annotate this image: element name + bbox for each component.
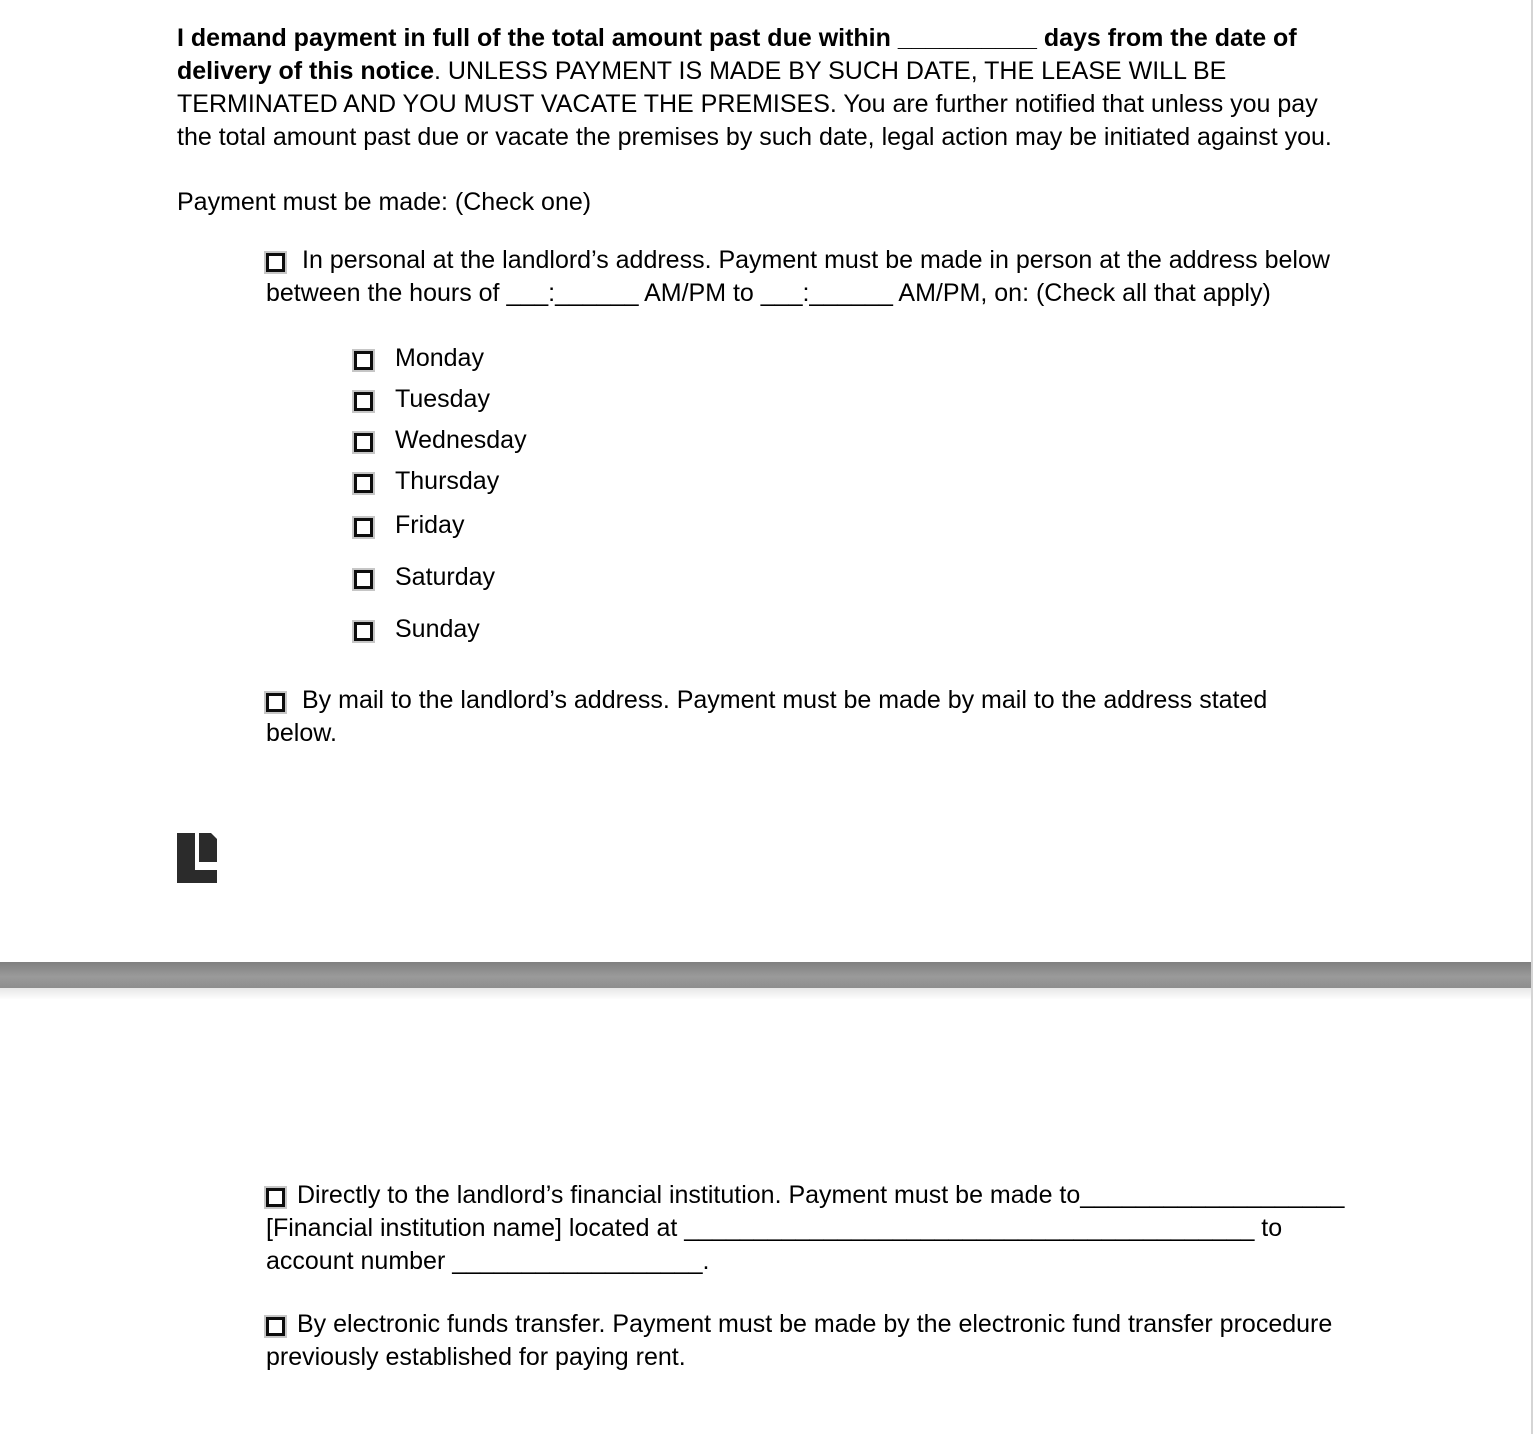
day-row-sunday xyxy=(354,615,480,643)
in-person-label: In personal at the landlord’s address. Payment must be made in person at the address below xyxy=(302,246,1330,274)
sunday-checkbox[interactable] xyxy=(354,622,373,641)
page-separator-bar xyxy=(0,962,1531,988)
sunday-label: Sunday xyxy=(395,615,480,643)
financial-institution-option xyxy=(266,1179,1344,1278)
tuesday-checkbox[interactable] xyxy=(354,392,373,411)
demand-paragraph xyxy=(177,22,1332,154)
demand-line-4: the total amount past due or vacate the premises by such date, legal action may be initiated against you. xyxy=(177,123,1332,151)
in-person-checkbox[interactable] xyxy=(266,253,285,272)
by-mail-line-2: below. xyxy=(266,719,337,747)
wednesday-label: Wednesday xyxy=(395,426,527,454)
page-edge-line xyxy=(1531,0,1533,1434)
saturday-checkbox[interactable] xyxy=(354,570,373,589)
day-row-tuesday xyxy=(354,385,490,413)
wednesday-checkbox[interactable] xyxy=(354,433,373,452)
eft-label: By electronic funds transfer. Payment must be made by the electronic fund transfer procedure xyxy=(297,1310,1333,1338)
thursday-label: Thursday xyxy=(395,467,500,495)
day-row-saturday xyxy=(354,563,495,591)
day-row-friday xyxy=(354,511,464,539)
eft-line-2: previously established for paying rent. xyxy=(266,1343,686,1371)
tuesday-label: Tuesday xyxy=(395,385,490,413)
monday-label: Monday xyxy=(395,344,484,372)
demand-line-2-regular: . UNLESS PAYMENT IS MADE BY SUCH DATE, THE LEASE WILL BE xyxy=(434,57,1227,85)
demand-line-2-bold: delivery of this notice xyxy=(177,57,435,85)
monday-checkbox[interactable] xyxy=(354,351,373,370)
financial-institution-line-3: account number __________________. xyxy=(266,1247,710,1275)
in-person-hours-line: between the hours of ___:______ AM/PM to ___:______ AM/PM, on: (Check all that apply) xyxy=(266,279,1271,307)
financial-institution-checkbox[interactable] xyxy=(266,1188,285,1207)
saturday-label: Saturday xyxy=(395,563,496,591)
day-row-monday xyxy=(354,344,484,372)
eft-checkbox[interactable] xyxy=(266,1317,285,1336)
days-checklist xyxy=(354,344,854,644)
financial-institution-line-2: [Financial institution name] located at _________________________________________ to xyxy=(266,1214,1283,1242)
by-mail-label: By mail to the landlord’s address. Payment must be made by mail to the address stated xyxy=(302,686,1268,714)
by-mail-option xyxy=(266,684,1267,750)
demand-line-3: TERMINATED AND YOU MUST VACATE THE PREMISES. You are further notified that unless you pay xyxy=(177,90,1318,118)
eft-option xyxy=(266,1308,1332,1374)
thursday-checkbox[interactable] xyxy=(354,474,373,493)
by-mail-checkbox[interactable] xyxy=(266,693,285,712)
demand-line-1: I demand payment in full of the total amount past due within __________ days from the date of xyxy=(177,24,1297,52)
financial-institution-label: Directly to the landlord’s financial institution. Payment must be made to___________________ xyxy=(297,1181,1345,1209)
day-row-wednesday xyxy=(354,426,527,454)
payment-method-prompt: Payment must be made: (Check one) xyxy=(177,188,592,216)
friday-label: Friday xyxy=(395,511,465,539)
day-row-thursday xyxy=(354,467,499,495)
in-person-option xyxy=(266,244,1330,310)
friday-checkbox[interactable] xyxy=(354,518,373,537)
legal-templates-logo-icon xyxy=(177,833,220,883)
page-separator-shadow xyxy=(0,988,1531,999)
